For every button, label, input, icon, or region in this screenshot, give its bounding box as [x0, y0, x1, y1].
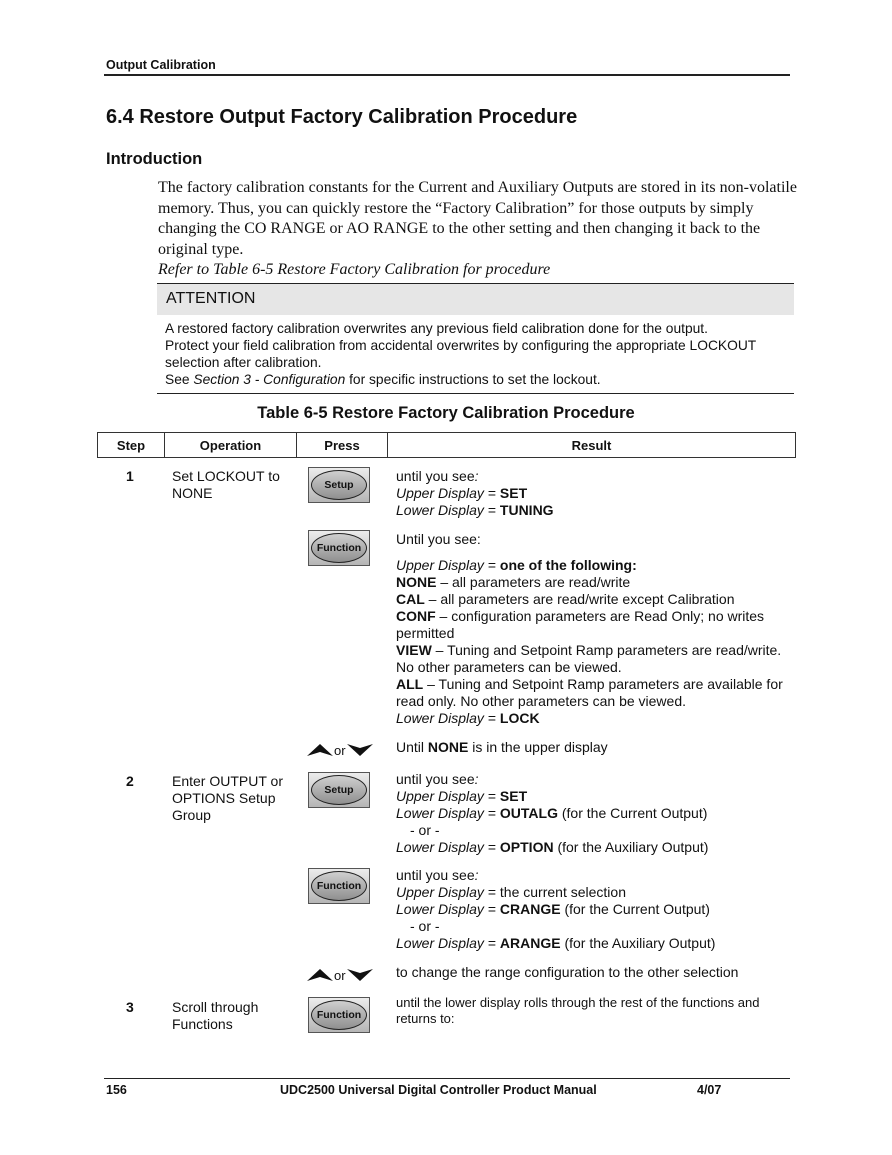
- function-key[interactable]: [308, 997, 370, 1033]
- down-arrow-icon[interactable]: [347, 969, 373, 981]
- intro-reference: Refer to Table 6-5 Restore Factory Calibration for procedure: [158, 261, 551, 278]
- or-label: or: [334, 968, 346, 983]
- footer-title: UDC2500 Universal Digital Controller Product Manual: [280, 1083, 597, 1097]
- attention-line-3: See Section 3 - Configuration for specific instructions to set the lockout.: [165, 372, 601, 387]
- step-number: 2: [126, 773, 134, 789]
- result-text: Until you see: Upper Display = one of the following: NONE – all parameters are read/write CAL – all parameters are read/write except Calibration CONF – configuration parameters are Read Only; no writes permitted VIEW – Tuning and Setpoint Ramp parameters are read/write. No other parameters can be viewed. ALL – Tuning and Setpoint Ramp parameters are available for read only. No other parameters can be viewed. Lower Display = LOCK: [396, 531, 783, 726]
- function-key[interactable]: [308, 530, 370, 566]
- page-number: 156: [106, 1083, 127, 1097]
- table-title: Table 6-5 Restore Factory Calibration Procedure: [257, 404, 635, 422]
- attention-title: ATTENTION: [166, 290, 256, 307]
- down-arrow-icon[interactable]: [347, 744, 373, 756]
- section-title: 6.4 Restore Output Factory Calibration Procedure: [106, 106, 578, 128]
- col-header-press: Press: [296, 432, 387, 458]
- intro-heading: Introduction: [106, 150, 203, 168]
- col-header-operation: Operation: [164, 432, 296, 458]
- result-text: until you see: Upper Display = the current selection Lower Display = CRANGE (for the Current Output) - or - Lower Display = ARANGE (for the Auxiliary Output): [396, 867, 716, 951]
- result-text: to change the range configuration to the other selection: [396, 964, 739, 980]
- setup-key-label: Setup: [311, 470, 367, 500]
- attention-bottom-rule: [157, 393, 794, 394]
- operation-text: Enter OUTPUT or OPTIONS Setup Group: [172, 773, 283, 823]
- attention-line-2: Protect your field calibration from accidental overwrites by configuring the appropriate LOCKOUT selection after calibration.: [165, 338, 756, 370]
- function-key[interactable]: [308, 868, 370, 904]
- attention-line-1: A restored factory calibration overwrites any previous field calibration done for the output.: [165, 321, 708, 336]
- running-header: Output Calibration: [106, 58, 216, 72]
- setup-key[interactable]: [308, 772, 370, 808]
- function-key-label: Function: [311, 533, 367, 563]
- operation-text: Set LOCKOUT to NONE: [172, 468, 280, 501]
- result-text: until you see: Upper Display = SET Lower Display = TUNING: [396, 468, 554, 518]
- up-arrow-icon[interactable]: [307, 969, 333, 981]
- step-number: 3: [126, 999, 134, 1015]
- col-header-step: Step: [97, 432, 164, 458]
- up-arrow-icon[interactable]: [307, 744, 333, 756]
- footer-rule: [104, 1078, 790, 1079]
- up-down-keys: [307, 966, 373, 981]
- function-key-label: Function: [311, 1000, 367, 1030]
- step-number: 1: [126, 468, 134, 484]
- footer-date: 4/07: [697, 1083, 722, 1097]
- function-key-label: Function: [311, 871, 367, 901]
- up-down-keys: [307, 741, 373, 756]
- result-text: until you see: Upper Display = SET Lower Display = OUTALG (for the Current Output) - or - Lower Display = OPTION (for the Auxiliary Output): [396, 771, 709, 855]
- or-label: or: [334, 743, 346, 758]
- col-header-result: Result: [387, 432, 796, 458]
- attention-body: [165, 320, 790, 388]
- operation-text: Scroll through Functions: [172, 999, 259, 1032]
- result-text: until the lower display rolls through the rest of the functions and returns to:: [396, 995, 760, 1026]
- intro-paragraph: The factory calibration constants for the Current and Auxiliary Outputs are stored in its non-volatile memory. Thus, you can quickly restore the “Factory Calibration” for those outputs by simply changing the CO RANGE or AO RANGE to the other setting and then changing it back to the original type.: [158, 179, 797, 258]
- setup-key-label: Setup: [311, 775, 367, 805]
- setup-key[interactable]: [308, 467, 370, 503]
- header-rule: [104, 74, 790, 76]
- result-text: Until NONE is in the upper display: [396, 739, 608, 755]
